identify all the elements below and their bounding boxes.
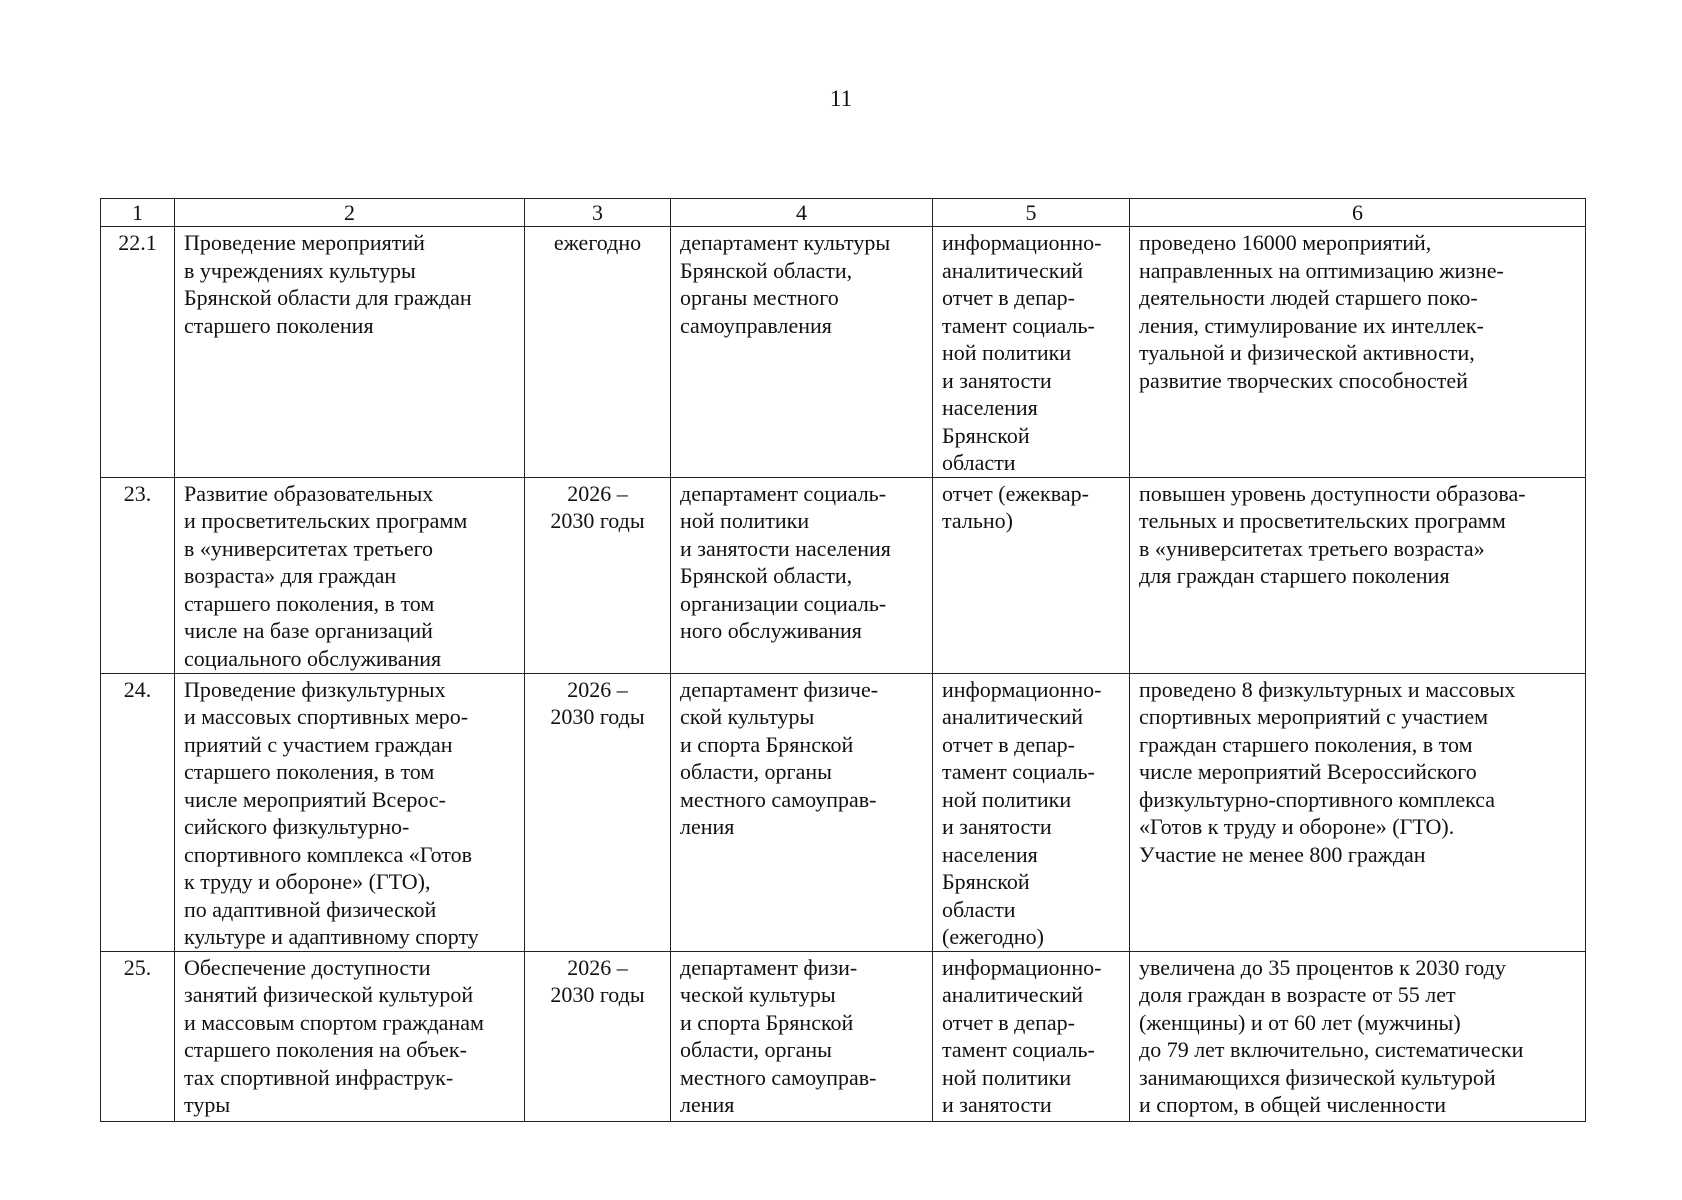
cell-text-line: в учреждениях культуры [184, 257, 416, 283]
cell-text-line: проведено 16000 мероприятий, [1139, 230, 1432, 255]
expected-result-cell [1130, 227, 1586, 478]
cell-text-line: (женщины) и от 60 лет (мужчины) [1139, 1009, 1461, 1035]
cell-text-line: ной политики [680, 508, 810, 533]
cell-text-line: приятий с участием граждан [184, 731, 453, 757]
report-form-cell [933, 227, 1130, 478]
cell-text-line: органы местного [680, 285, 839, 310]
page-number: 11 [829, 86, 853, 111]
cell-text-line: и массовых спортивных меро- [184, 704, 469, 729]
cell-text-line: 2026 – [567, 480, 628, 506]
cell-text-line: отчет в депар- [942, 731, 1075, 757]
cell-text-line: Проведение физкультурных [184, 676, 446, 702]
table-header-row [101, 199, 1586, 227]
cell-text-line: области, органы [680, 1037, 832, 1062]
cell-text-line: департамент физиче- [680, 676, 879, 702]
cell-text-line: отчет (ежеквар- [942, 480, 1089, 506]
cell-text-line: 2026 – [567, 676, 628, 702]
executors-cell [671, 227, 933, 478]
cell-text-line: 2030 годы [550, 982, 645, 1007]
cell-text-line: Брянской области, [680, 563, 853, 588]
cell-text-line: тально) [942, 508, 1013, 533]
cell-text-line: и просветительских программ [184, 508, 468, 533]
cell-text-line: Брянской области, [680, 257, 853, 283]
cell-text-line: и спорта Брянской [680, 731, 854, 757]
cell-text-line: старшего поколения, в том [184, 590, 435, 616]
cell-text-line: физкультурно-спортивного комплекса [1139, 786, 1496, 812]
cell-text-line: ной политики [942, 786, 1072, 812]
expected-result-cell [1130, 951, 1586, 1121]
table-body [101, 199, 1586, 1122]
cell-text-line: ления, стимулирование их интеллек- [1139, 312, 1484, 338]
cell-text-line: старшего поколения, в том [184, 759, 435, 784]
cell-text-line: числе на базе организаций [184, 618, 433, 643]
cell-text-line: числе мероприятий Всероссийского [1139, 759, 1477, 784]
cell-text-line: организации социаль- [680, 590, 887, 616]
cell-text-line: спортивного комплекса «Готов [184, 841, 473, 867]
column-number-3: 3 [525, 199, 671, 227]
cell-text-line: населения [942, 395, 1038, 420]
report-form-cell [933, 477, 1130, 673]
report-form-cell [933, 951, 1130, 1121]
cell-text-line: отчет в депар- [942, 1009, 1075, 1035]
cell-text-line: к труду и обороне» (ГТО), [184, 869, 431, 894]
cell-text-line: тамент социаль- [942, 759, 1095, 784]
term-cell [525, 951, 671, 1121]
cell-text-line: занимающихся физической культурой [1139, 1064, 1496, 1090]
cell-text-line: Обеспечение доступности [184, 954, 431, 980]
item-number-cell: 24. [101, 673, 175, 951]
column-number-6: 6 [1130, 199, 1586, 227]
column-number-2: 2 [175, 199, 525, 227]
measure-name-cell [175, 951, 525, 1121]
term-cell [525, 477, 671, 673]
cell-text-line: возраста» для граждан [184, 563, 397, 588]
cell-text-line: ления [680, 814, 735, 839]
cell-text-line: туры [184, 1092, 231, 1117]
cell-text-line: тах спортивной инфраструк- [184, 1064, 454, 1090]
cell-text-line: ного обслуживания [680, 618, 862, 643]
table-row [101, 673, 1586, 951]
executors-cell [671, 673, 933, 951]
cell-text-line: социального обслуживания [184, 645, 442, 671]
table-row [101, 477, 1586, 673]
cell-text-line: аналитический [942, 257, 1084, 283]
cell-text-line: старшего поколения [184, 312, 374, 338]
cell-text-line: департамент социаль- [680, 480, 887, 506]
cell-text-line: Развитие образовательных [184, 480, 434, 506]
cell-text-line: занятий физической культурой [184, 982, 474, 1007]
column-number-5: 5 [933, 199, 1130, 227]
cell-text-line: 2030 годы [550, 704, 645, 729]
cell-text-line: туальной и физической активности, [1139, 340, 1475, 365]
cell-text-line: ной политики [942, 1064, 1072, 1090]
cell-text-line: в «университетах третьего возраста» [1139, 535, 1485, 561]
cell-text-line: «Готов к труду и обороне» (ГТО). [1139, 814, 1455, 839]
measure-name-cell [175, 673, 525, 951]
cell-text-line: ления [680, 1092, 735, 1117]
cell-text-line: Брянской области для граждан [184, 285, 472, 310]
column-number-1: 1 [101, 199, 175, 227]
item-number-cell: 22.1 [101, 227, 175, 478]
cell-text-line: и массовым спортом гражданам [184, 1009, 484, 1035]
term-cell [525, 227, 671, 478]
column-number-4: 4 [671, 199, 933, 227]
item-number-cell: 23. [101, 477, 175, 673]
cell-text-line: и занятости населения [680, 535, 891, 561]
cell-text-line: информационно- [942, 676, 1102, 702]
cell-text-line: тамент социаль- [942, 312, 1095, 338]
cell-text-line: Брянской [942, 422, 1030, 448]
cell-text-line: аналитический [942, 704, 1084, 729]
cell-text-line: ежегодно [553, 230, 642, 255]
cell-text-line: тельных и просветительских программ [1139, 508, 1506, 533]
table-row [101, 227, 1586, 478]
cell-text-line: по адаптивной физической [184, 896, 437, 922]
cell-text-line: информационно- [942, 230, 1102, 255]
cell-text-line: проведено 8 физкультурных и массовых [1139, 676, 1516, 702]
cell-text-line: ной политики [942, 340, 1072, 365]
cell-text-line: области [942, 450, 1016, 475]
cell-text-line: числе мероприятий Всерос- [184, 786, 446, 812]
cell-text-line: граждан старшего поколения, в том [1139, 731, 1473, 757]
measure-name-cell [175, 227, 525, 478]
cell-text-line: области [942, 896, 1016, 922]
cell-text-line: до 79 лет включительно, систематически [1139, 1037, 1524, 1062]
cell-text-line: информационно- [942, 954, 1102, 980]
cell-text-line: тамент социаль- [942, 1037, 1095, 1062]
cell-text-line: самоуправления [680, 312, 832, 338]
cell-text-line: спортивных мероприятий с участием [1139, 704, 1489, 729]
term-cell [525, 673, 671, 951]
cell-text-line: департамент физи- [680, 954, 858, 980]
cell-text-line: культуре и адаптивному спорту [184, 924, 479, 949]
cell-text-line: повышен уровень доступности образова- [1139, 480, 1526, 506]
expected-result-cell [1130, 477, 1586, 673]
cell-text-line: и занятости [942, 814, 1052, 839]
cell-text-line: аналитический [942, 982, 1084, 1007]
cell-text-line: и спорта Брянской [680, 1009, 854, 1035]
cell-text-line: населения [942, 841, 1038, 867]
cell-text-line: 2030 годы [550, 508, 645, 533]
cell-text-line: и спортом, в общей численности [1139, 1092, 1447, 1117]
table-row [101, 951, 1586, 1121]
cell-text-line: и занятости [942, 367, 1052, 393]
cell-text-line: ской культуры [680, 704, 815, 729]
measure-name-cell [175, 477, 525, 673]
cell-text-line: местного самоуправ- [680, 1064, 877, 1090]
cell-text-line: в «университетах третьего [184, 535, 434, 561]
cell-text-line: (ежегодно) [942, 924, 1044, 949]
cell-text-line: 2026 – [567, 954, 628, 980]
cell-text-line: доля граждан в возрасте от 55 лет [1139, 982, 1456, 1007]
cell-text-line: Проведение мероприятий [184, 230, 425, 255]
item-number-cell: 25. [101, 951, 175, 1121]
cell-text-line: области, органы [680, 759, 832, 784]
cell-text-line: направленных на оптимизацию жизне- [1139, 257, 1504, 283]
cell-text-line: местного самоуправ- [680, 786, 877, 812]
executors-cell [671, 951, 933, 1121]
cell-text-line: для граждан старшего поколения [1139, 563, 1450, 588]
cell-text-line: развитие творческих способностей [1139, 367, 1468, 393]
cell-text-line: отчет в депар- [942, 285, 1075, 310]
cell-text-line: ческой культуры [680, 982, 836, 1007]
cell-text-line: сийского физкультурно- [184, 814, 410, 839]
cell-text-line: и занятости [942, 1092, 1052, 1117]
cell-text-line: увеличена до 35 процентов к 2030 году [1139, 954, 1506, 980]
cell-text-line: Брянской [942, 869, 1030, 894]
cell-text-line: деятельности людей старшего поко- [1139, 285, 1478, 310]
executors-cell [671, 477, 933, 673]
cell-text-line: старшего поколения на объек- [184, 1037, 467, 1062]
report-form-cell [933, 673, 1130, 951]
measures-table [100, 198, 1586, 1122]
cell-text-line: департамент культуры [680, 230, 891, 255]
cell-text-line: Участие не менее 800 граждан [1139, 841, 1426, 867]
expected-result-cell [1130, 673, 1586, 951]
